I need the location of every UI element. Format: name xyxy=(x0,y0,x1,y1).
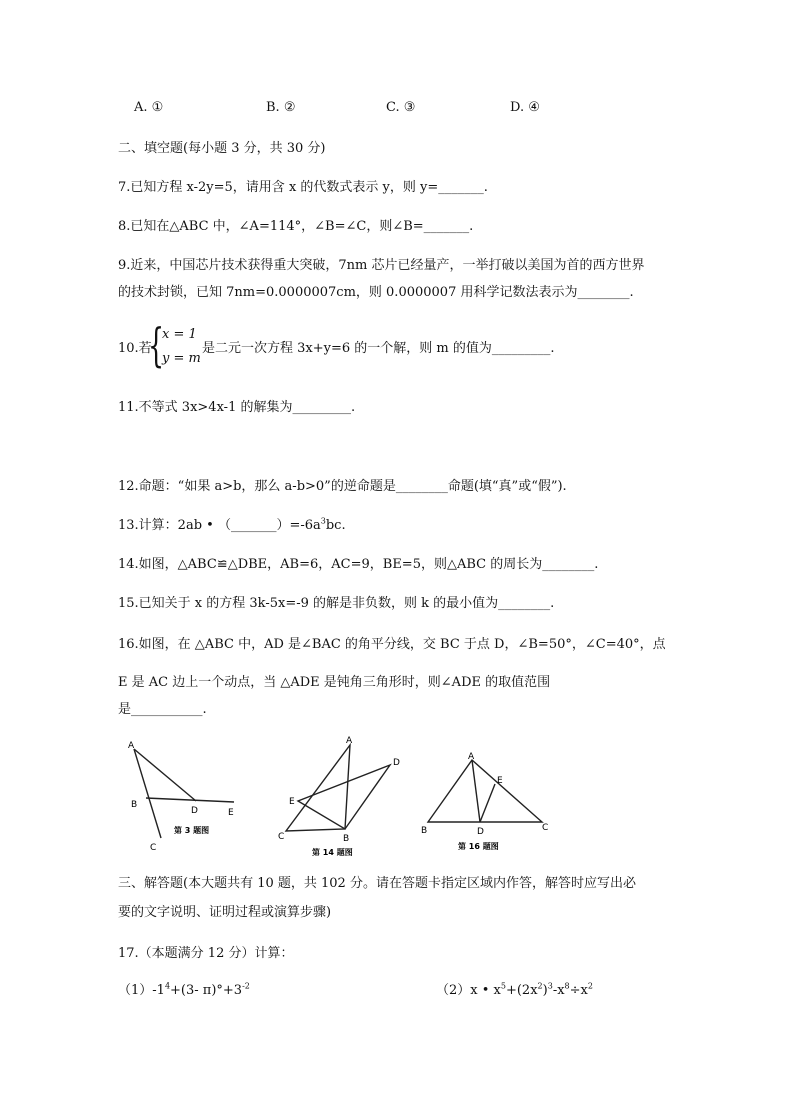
question-13-exponent: 3 xyxy=(320,516,326,526)
question-8: 8.已知在△ABC 中，∠A=114°，∠B=∠C，则∠B=_______. xyxy=(118,219,474,234)
part-2-text-a: （2）x • x xyxy=(436,983,501,998)
option-a: A. ① xyxy=(134,100,164,115)
triangle-abc xyxy=(286,745,350,831)
figure-14 xyxy=(272,733,412,859)
part-1-text-a: （1）-1 xyxy=(118,983,165,998)
question-13 xyxy=(118,516,346,536)
question-16-line-1: 16.如图，在 △ABC 中，AD 是∠BAC 的角平分线，交 BC 于点 D，∠B=50°，∠C=40°，点 xyxy=(118,637,666,652)
label-e: E xyxy=(228,808,234,818)
label-a: A xyxy=(346,736,353,746)
figure-16-caption: 第 16 题图 xyxy=(458,842,499,851)
segment-ad xyxy=(472,760,480,822)
label-c: C xyxy=(278,832,285,842)
segment-de xyxy=(480,784,495,822)
label-e: E xyxy=(289,797,295,807)
label-c: C xyxy=(150,843,157,853)
question-11: 11.不等式 3x>4x-1 的解集为_________. xyxy=(118,400,356,415)
equation-1: x = 1 xyxy=(162,327,197,342)
question-9-line-1: 9.近来，中国芯片技术获得重大突破，7nm 芯片已经量产，一举打破以美国为首的西方世界 xyxy=(118,258,645,273)
part-2-exp-3: 3 xyxy=(547,981,553,991)
question-9-line-2: 的技术封锁，已知 7nm=0.0000007cm，则 0.0000007 用科学记数法表示为________. xyxy=(118,285,634,300)
question-16-line-2: E 是 AC 边上一个动点，当 △ADE 是钝角三角形时，则∠ADE 的取值范围 xyxy=(118,675,551,690)
label-c: C xyxy=(542,823,549,833)
label-d: D xyxy=(191,806,198,816)
question-10-suffix: 是二元一次方程 3x+y=6 的一个解，则 m 的值为_________. xyxy=(202,341,555,356)
figure-3 xyxy=(124,735,254,853)
option-d: D. ④ xyxy=(510,100,540,115)
part-2-text-d: -x xyxy=(552,983,565,998)
segment-ac xyxy=(134,749,161,838)
question-14: 14.如图，△ABC≌△DBE，AB=6，AC=9，BE=5，则△ABC 的周长为________. xyxy=(118,557,599,572)
segment-ad xyxy=(134,749,196,801)
question-13-prefix: 13.计算：2ab • （_______）=-6a xyxy=(118,518,321,533)
option-b: B. ② xyxy=(266,100,296,115)
triangle-abc xyxy=(428,760,542,822)
label-d: D xyxy=(393,758,400,768)
question-10-prefix: 10.若 xyxy=(118,341,152,356)
segment-be xyxy=(146,798,234,802)
option-c: C. ③ xyxy=(386,100,416,115)
part-1-exp-1: 4 xyxy=(164,981,171,991)
question-17-part-2 xyxy=(436,981,593,1001)
label-b: B xyxy=(131,800,138,810)
section-3-title-line-1: 三、解答题(本大题共有 10 题，共 102 分。请在答题卡指定区域内作答，解答时应写出必 xyxy=(118,876,636,891)
part-2-text-f: ÷x xyxy=(569,983,588,998)
question-17-title: 17.（本题满分 12 分）计算： xyxy=(118,946,294,961)
part-1-text-b: +(3- π)°+3 xyxy=(170,983,243,998)
equation-2: y = m xyxy=(162,351,201,366)
section-2-title: 二、填空题(每小题 3 分，共 30 分) xyxy=(118,141,326,156)
figure-16 xyxy=(418,750,558,856)
label-a: A xyxy=(468,752,475,762)
question-12: 12.命题：“如果 a>b，那么 a-b>0”的逆命题是________命题(填“真”或“假”). xyxy=(118,479,567,494)
question-15: 15.已知关于 x 的方程 3k-5x=-9 的解是非负数，则 k 的最小值为________. xyxy=(118,596,555,611)
label-a: A xyxy=(128,741,135,751)
question-13-suffix: bc. xyxy=(325,518,346,533)
equation-system xyxy=(148,318,202,372)
part-2-exp-4: 8 xyxy=(564,981,570,991)
brace-symbol: { xyxy=(148,318,165,372)
label-b: B xyxy=(343,834,350,844)
question-17-part-1 xyxy=(118,981,250,1001)
part-2-exp-2: 2 xyxy=(537,981,543,991)
question-7: 7.已知方程 x-2y=5，请用含 x 的代数式表示 y，则 y=_______. xyxy=(118,180,488,195)
figure-3-caption: 第 3 题图 xyxy=(174,826,210,835)
part-2-text-c: ) xyxy=(542,983,548,998)
question-16-line-3: 是___________. xyxy=(118,702,207,717)
section-3-title-line-2: 要的文字说明、证明过程或演算步骤) xyxy=(118,905,332,920)
label-e: E xyxy=(497,776,503,786)
part-1-exp-2: -2 xyxy=(242,981,250,991)
part-2-text-b: +(2x xyxy=(505,983,538,998)
part-2-exp-5: 2 xyxy=(587,981,593,991)
figure-14-caption: 第 14 题图 xyxy=(312,848,353,857)
label-b: B xyxy=(421,826,428,836)
part-2-exp-1: 5 xyxy=(500,981,506,991)
label-d: D xyxy=(477,827,484,837)
